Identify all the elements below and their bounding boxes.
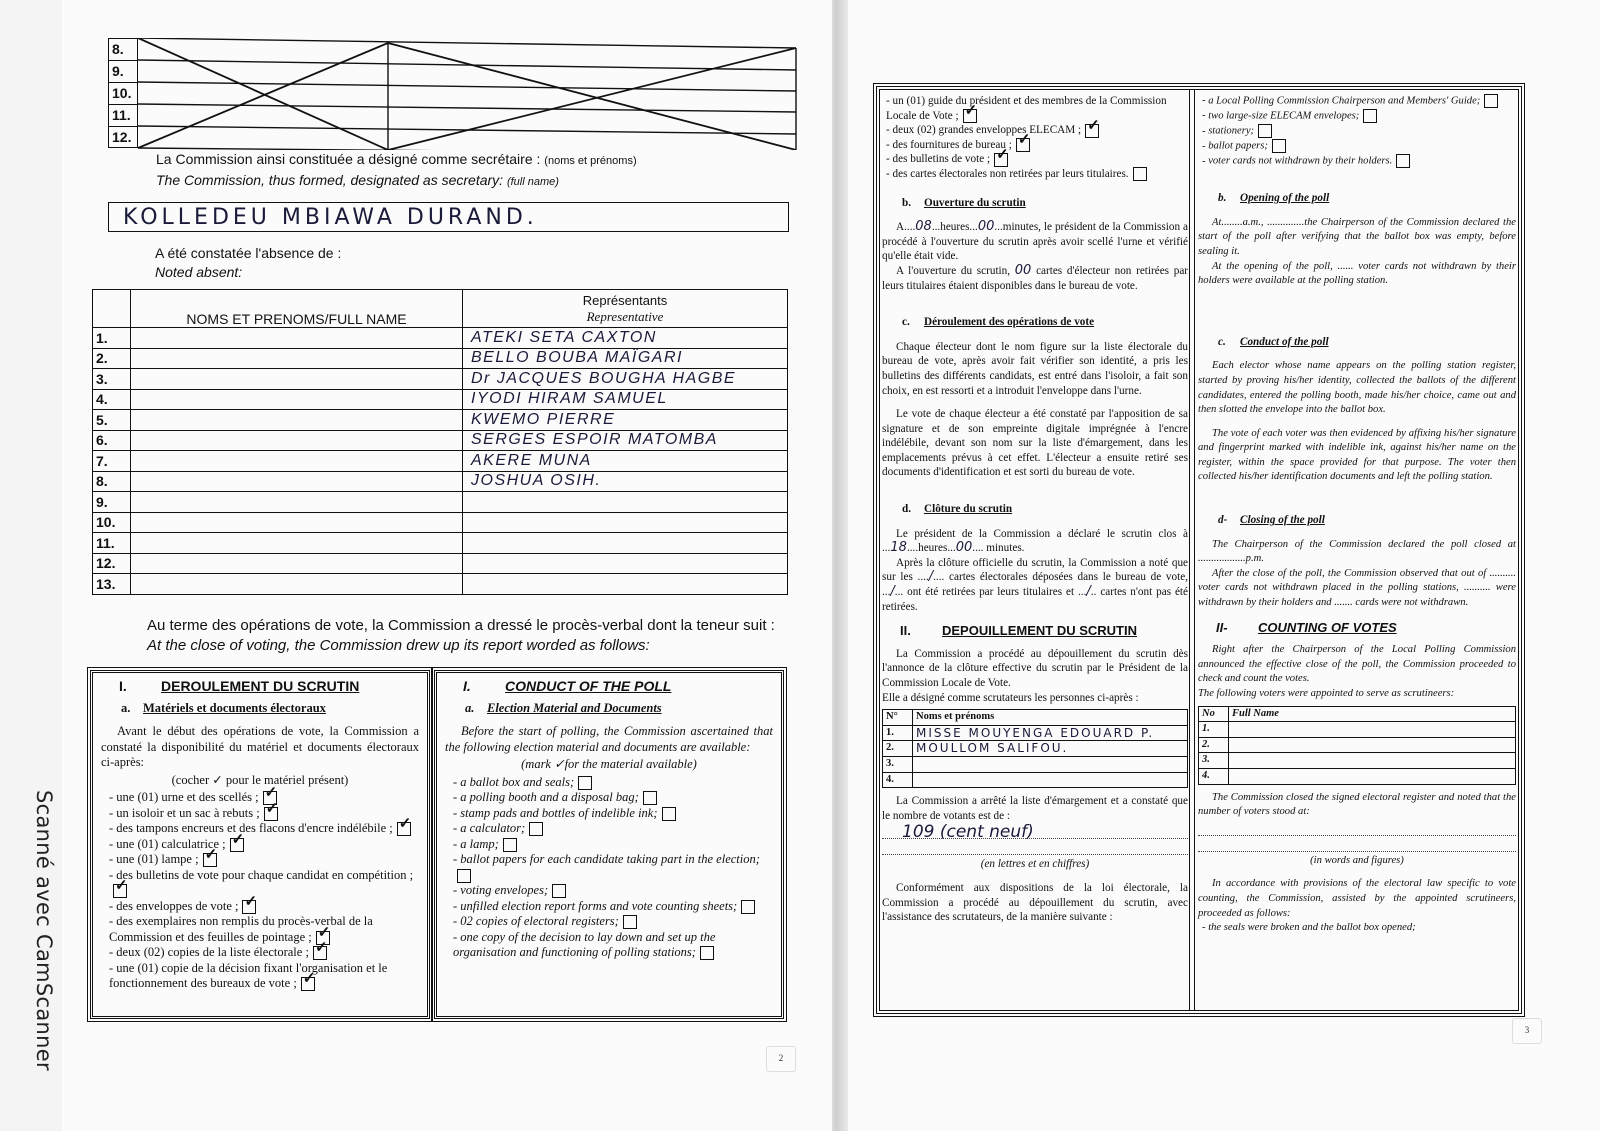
checkbox[interactable] — [1016, 138, 1030, 152]
material-item: - des exemplaires non remplis du procès-verbal de la Commission et des feuilles de pointage ;✓ — [109, 914, 419, 945]
row-number: 5. — [93, 410, 131, 431]
closing-cards-text: After the close of the poll, the Commission observed that out of .......... voter cards not withdrawn placed in the polling stations, .......... were withdrawn by their holders and ....... cards were not withdrawn. — [1198, 567, 1516, 609]
mark-note: (mark ✓for the material available) — [521, 757, 697, 771]
material-item: - voter cards not withdrawn by their holders. — [1202, 154, 1516, 169]
row-number: 4. — [1199, 768, 1229, 784]
voters-count-field[interactable] — [882, 822, 1188, 843]
row-number: 1. — [1199, 722, 1229, 738]
cards-deposited[interactable]: / — [928, 569, 934, 585]
checkbox[interactable] — [264, 807, 278, 821]
counting-text-1: La Commission a procédé au dépouillement du scrutin dès l'annonce de la clôture effective du scrutin par le Président de la Commission Locale de Vote. — [882, 647, 1188, 689]
cards-not-withdrawn[interactable]: / — [1086, 584, 1091, 600]
words-figures-note: (in words and figures) — [1310, 854, 1404, 866]
camscanner-watermark: Scanné avec CamScanner — [32, 790, 56, 1071]
full-name-cell[interactable] — [131, 369, 463, 390]
row-number: 11. — [93, 533, 131, 554]
checkbox[interactable] — [741, 900, 755, 914]
table-row — [1199, 753, 1516, 769]
checkbox[interactable] — [700, 946, 714, 960]
column-divider — [1189, 90, 1195, 1010]
material-item: - une (01) copie de la décision fixant l'organisation et le fonctionnement des bureaux de vote ;✓ — [109, 961, 419, 992]
representative-cell[interactable] — [463, 574, 788, 595]
material-item: - voting envelopes; — [453, 883, 773, 899]
table-row — [883, 772, 1188, 788]
table-row — [93, 533, 788, 554]
table-row — [1199, 737, 1516, 753]
material-item: - une (01) calculatrice ;✓ — [109, 837, 419, 853]
closing-statement: Au terme des opérations de vote, la Commission a dressé le procès-verbal dont la teneur suit : At the close of voting, the Commission drew up its report worded as follows: — [147, 617, 775, 654]
representative-cell[interactable] — [463, 533, 788, 554]
voters-count-field[interactable] — [1198, 822, 1516, 836]
materials-list-continued — [882, 94, 1188, 182]
material-item: - des cartes électorales non retirées par leurs titulaires. — [886, 167, 1188, 182]
counting-title: II. DEPOUILLEMENT DU SCRUTIN — [900, 623, 1137, 639]
opening-hours[interactable]: 08 — [915, 219, 932, 235]
checkbox[interactable] — [1484, 94, 1498, 108]
counting-text-2: Elle a désigné comme scrutateurs les personnes ci-après : — [882, 691, 1139, 704]
row-number: 13. — [93, 574, 131, 595]
counting-bullet: - the seals were broken and the ballot box opened; — [1202, 921, 1516, 936]
row-number: 10. — [109, 83, 137, 105]
conduct-text-2: The vote of each voter was then evidenced by affixing his/her signature and fingerprint marked with indelible ink, against his/her name on the register, within the space provided for that purpose. The voter then collected his/her identification documents and left the polling station. — [1198, 427, 1516, 483]
checkbox[interactable] — [1258, 124, 1272, 138]
opening-title: b. Opening of the poll — [1218, 192, 1330, 205]
closing-title: d- Closing of the poll — [1218, 514, 1325, 527]
conduct-text-1: Each elector whose name appears on the polling station register, started by proving his/her identity, collected the ballots of the different candidates, entered the polling booth, made his/her choice, came out and then slotted the envelope into the ballot box. — [1198, 360, 1516, 416]
checkbox[interactable] — [397, 822, 411, 836]
col-full-name: NOMS ET PRENOMS/FULL NAME — [131, 290, 463, 328]
counting-title: II- COUNTING OF VOTES — [1216, 619, 1397, 635]
secretary-label: La Commission ainsi constituée a désigné comme secrétaire : (noms et prénoms) The Commission, thus formed, designated as secretary: (full name) — [156, 151, 637, 188]
material-item: - des bulletins de vote ;✓ — [886, 152, 1188, 167]
row-number: 4. — [883, 772, 913, 788]
material-item: - ballot papers for each candidate taking part in the election; — [453, 852, 773, 883]
subsection-title: a. Matériels et documents électoraux — [121, 700, 326, 715]
scrutineer-name[interactable]: MOULLOM SALIFOU. — [913, 741, 1188, 757]
scrutineer-name[interactable] — [1229, 722, 1516, 738]
scrutineer-name[interactable] — [1229, 753, 1516, 769]
row-number: 9. — [109, 61, 137, 83]
section-fr-materials — [90, 670, 430, 1019]
row-number: 3. — [1199, 753, 1229, 769]
full-name-cell[interactable] — [131, 410, 463, 431]
full-name-cell[interactable] — [131, 348, 463, 369]
table-row — [93, 512, 788, 533]
counting-text-4: In accordance with provisions of the electoral law specific to vote counting, the Commission, assisted by the appointed scrutineers, proceeded as follows: — [1198, 878, 1516, 919]
crossed-out-table — [108, 38, 796, 148]
checkbox[interactable] — [552, 884, 566, 898]
table-row — [883, 756, 1188, 772]
row-number: 9. — [93, 492, 131, 513]
representative-cell[interactable] — [463, 553, 788, 574]
secretary-name: KOLLEDEU MBIAWA DURAND. — [123, 205, 538, 230]
absent-label: A été constatée l'absence de : Noted absent: — [155, 245, 342, 280]
row-number: 11. — [109, 105, 137, 127]
table-row — [93, 389, 788, 410]
checkbox[interactable] — [662, 807, 676, 821]
opening-title: b. Ouverture du scrutin — [902, 196, 1026, 209]
voters-count-field-2[interactable] — [882, 841, 1188, 855]
row-number: 1. — [93, 328, 131, 349]
checkbox[interactable] — [529, 822, 543, 836]
checkbox[interactable] — [963, 109, 977, 123]
material-item: - ballot papers; — [1202, 139, 1516, 154]
closing-title: d. Clôture du scrutin — [902, 503, 1013, 516]
row-number: 7. — [93, 451, 131, 472]
row-numbers — [108, 38, 138, 148]
row-number: 2. — [883, 741, 913, 757]
conduct-title: c. Déroulement des opérations de vote — [902, 316, 1095, 329]
voters-count-field-2[interactable] — [1198, 838, 1516, 852]
material-item: - unfilled election report forms and vote counting sheets; — [453, 899, 773, 915]
checkbox[interactable] — [457, 869, 471, 883]
counting-text-4: Conformément aux dispositions de la loi électorale, la Commission a procédé au dépouillement du scrutin, avec l'assistance des scrutateurs, de la manière suivante : — [882, 881, 1188, 924]
table-row — [93, 471, 788, 492]
row-number: 12. — [112, 129, 132, 145]
checkbox[interactable] — [113, 884, 127, 898]
material-item: - un isoloir et un sac à rebuts ;✓ — [109, 806, 419, 822]
full-name-cell[interactable] — [131, 471, 463, 492]
table-row — [883, 725, 1188, 741]
section-en-materials — [434, 670, 784, 1019]
counting-text-1: Right after the Chairperson of the Local Polling Commission announced the effective close of the poll, the Commission proceeded to check and count the votes. — [1198, 644, 1516, 685]
opening-minutes[interactable]: 00 — [977, 219, 995, 235]
scrutineer-name[interactable] — [913, 772, 1188, 788]
mark-note: (cocher ✓ pour le matériel présent) — [171, 772, 349, 787]
checkbox[interactable] — [1272, 139, 1286, 153]
representative-cell[interactable] — [463, 512, 788, 533]
material-item: - a polling booth and a disposal bag; — [453, 790, 773, 806]
material-item: - des fournitures de bureau ;✓ — [886, 138, 1188, 153]
opening-cards-text: A l'ouverture du scrutin, 00 cartes d'électeur non retirées par leurs titulaires étaient disponibles dans le bureau de vote. — [882, 262, 1189, 292]
table-row — [93, 410, 788, 431]
table-row — [93, 574, 788, 595]
table-row — [93, 369, 788, 390]
closing-time-text: The Chairperson of the Commission declared the poll closed at ..................p.m. — [1198, 538, 1516, 565]
row-number: 6. — [93, 430, 131, 451]
intro-text: Avant le début des opérations de vote, la Commission a constaté la disponibilité du matériel et documents électoraux ci-après: — [101, 724, 419, 769]
col-num — [93, 290, 131, 328]
scrutineer-name[interactable] — [913, 756, 1188, 772]
subsection-title: a. Election Material and Documents — [465, 700, 662, 715]
material-item: - a ballot box and seals; — [453, 775, 773, 791]
material-item: - stamp pads and bottles of indelible ink; — [453, 806, 773, 822]
material-item: - des enveloppes de vote ;✓ — [109, 899, 419, 915]
material-item: - stationery; — [1202, 124, 1516, 139]
row-number: 4. — [93, 389, 131, 410]
checkbox[interactable] — [242, 900, 256, 914]
material-item: - a Local Polling Commission Chairperson and Members' Guide; — [1202, 94, 1516, 109]
opening-text: A....08...heures...00...minutes, le président de la Commission a procédé à l'ouverture du scrutin après avoir scellé l'urne et vérifié qu'elle était vide. — [882, 219, 1188, 263]
opening-text: At........a.m., ..............the Chairperson of the Commission declared the start of the poll after verifying that the ballot box was empty, before sealing it. — [1198, 216, 1516, 257]
material-item: - two large-size ELECAM envelopes; — [1202, 109, 1516, 124]
table-row — [93, 348, 788, 369]
checkbox[interactable] — [503, 838, 517, 852]
material-item: - une (01) lampe ;✓ — [109, 852, 419, 868]
checkbox[interactable] — [623, 915, 637, 929]
conduct-text-1: Chaque électeur dont le nom figure sur la liste électorale du bureau de vote, après avoir fait vérifier son identité, a pris les bulletins des différents candidats, est entré dans l'isoloir, a fait son choix, en est ressorti et a introduit l'enveloppe dans l'urne. — [882, 340, 1188, 397]
material-item: - des tampons encreurs et des flacons d'encre indélébile ;✓ — [109, 821, 419, 837]
full-name-cell[interactable] — [131, 512, 463, 533]
row-number: 2. — [93, 348, 131, 369]
representative-cell[interactable] — [463, 492, 788, 513]
closing-minutes[interactable]: 00 — [955, 540, 973, 556]
representative-cell[interactable]: KWEMO PIERRE — [463, 410, 788, 431]
table-row — [1199, 722, 1516, 738]
materials-list — [445, 775, 773, 961]
closing-time-text: Le président de la Commission a déclaré le scrutin clos à ...18....heures...00.... minutes. — [882, 527, 1188, 556]
section-title: I. CONDUCT OF THE POLL — [463, 678, 672, 694]
material-item: - des bulletins de vote pour chaque candidat en compétition ;✓ — [109, 868, 419, 899]
opening-cards-value[interactable]: 00 — [1014, 262, 1032, 278]
words-figures-note: (en lettres et en chiffres) — [980, 858, 1090, 871]
representative-cell[interactable]: Dr JACQUES BOUGHA HAGBE — [463, 369, 788, 390]
page-number: 3 — [1512, 1018, 1542, 1044]
scrutineers-table-en: No Full Name 1. 2. 3. 4. — [1198, 706, 1516, 785]
full-name-cell[interactable] — [131, 553, 463, 574]
section-title: I. DEROULEMENT DU SCRUTIN — [119, 678, 360, 694]
row-number: 3. — [93, 369, 131, 390]
representative-cell[interactable]: IYODI HIRAM SAMUEL — [463, 389, 788, 410]
scrutineer-name[interactable] — [1229, 737, 1516, 753]
materials-list — [101, 790, 419, 992]
checkbox[interactable] — [301, 977, 315, 991]
scrutineer-name[interactable]: MISSE MOUYENGA EDOUARD P. — [913, 725, 1188, 741]
conduct-text-2: Le vote de chaque électeur a été constaté par l'apposition de sa signature et de son empreinte digitale imprégnée à l'encre indélébile, devant son nom sur la liste d'émargement, dans les emplacements prévus à cet effet. L'électeur a ensuite retiré ses documents d'identification et est sorti du bureau de vote. — [882, 408, 1188, 479]
material-item: - a calculator; — [453, 821, 773, 837]
representative-cell[interactable]: JOSHUA OSIH. — [463, 471, 788, 492]
row-number: 3. — [883, 756, 913, 772]
opening-cards-text: At the opening of the poll, ...... voter cards not withdrawn by their holders were available at the polling station. — [1198, 260, 1516, 287]
row-number: 12. — [93, 553, 131, 574]
counting-text-2: The following voters were appointed to serve as scrutineers: — [1198, 688, 1455, 699]
table-row — [93, 430, 788, 451]
french-column — [882, 94, 1188, 925]
english-column — [1198, 94, 1516, 936]
representative-cell[interactable]: SERGES ESPOIR MATOMBA — [463, 430, 788, 451]
full-name-cell[interactable] — [131, 389, 463, 410]
scrutineers-table-fr: N° Noms et prénoms 1. MISSE MOUYENGA EDOUARD P. 2. MOULLOM SALIFOU. 3. 4. — [882, 709, 1188, 788]
material-item: - deux (02) copies de la liste électorale ;✓ — [109, 945, 419, 961]
material-item: - un (01) guide du président et des membres de la Commission Locale de Vote ;✓ — [886, 94, 1188, 123]
row-number: 8. — [93, 471, 131, 492]
full-name-cell[interactable] — [131, 430, 463, 451]
material-item: - 02 copies of electoral registers; — [453, 914, 773, 930]
closing-cards-text: Après la clôture officielle du scrutin, la Commission a noté que sur les ..../.... cartes électorales déposées dans le bureau de vote, .../... ont été retirées par leurs titulaires et .../.. cartes n'ont pas été retirées. — [882, 556, 1189, 613]
voters-count-label: La Commission a arrêté la liste d'émargement et a constaté que le nombre de votants est de : — [882, 795, 1188, 822]
full-name-cell[interactable] — [131, 451, 463, 472]
representative-cell[interactable]: ATEKI SETA CAXTON — [463, 328, 788, 349]
table-row — [93, 328, 788, 349]
checkbox[interactable] — [994, 153, 1008, 167]
col-representative: Représentants Representative — [463, 290, 788, 328]
full-name-cell[interactable] — [131, 533, 463, 554]
cards-withdrawn[interactable]: / — [890, 584, 895, 600]
checkbox[interactable] — [313, 946, 327, 960]
intro-text: Before the start of polling, the Commission ascertained that the following election material and documents are available: — [445, 724, 773, 754]
table-row — [93, 492, 788, 513]
row-number: 10. — [93, 512, 131, 533]
checkbox[interactable] — [1396, 154, 1410, 168]
conduct-title: c. Conduct of the poll — [1218, 335, 1329, 348]
checkbox[interactable] — [1133, 167, 1147, 181]
checkbox[interactable] — [230, 838, 244, 852]
full-name-cell[interactable] — [131, 492, 463, 513]
row-number: 1. — [883, 725, 913, 741]
secretary-name-field[interactable] — [108, 202, 789, 232]
material-item: - une (01) urne et des scellés ;✓ — [109, 790, 419, 806]
row-number: 2. — [1199, 737, 1229, 753]
representative-cell[interactable]: BELLO BOUBA MAÏGARI — [463, 348, 788, 369]
checkbox[interactable] — [1085, 124, 1099, 138]
material-item: - a lamp; — [453, 837, 773, 853]
table-row — [1199, 768, 1516, 784]
table-row — [93, 451, 788, 472]
material-item: - one copy of the decision to lay down and set up the organisation and functioning of polling stations; — [453, 930, 773, 961]
full-name-cell[interactable] — [131, 328, 463, 349]
checkbox[interactable] — [643, 791, 657, 805]
table-row — [883, 741, 1188, 757]
right-form-box — [876, 86, 1522, 1014]
row-number: 8. — [109, 39, 137, 61]
absent-table — [92, 289, 788, 595]
voters-count-label: The Commission closed the signed electoral register and noted that the number of voters stood at: — [1198, 791, 1516, 818]
cross-out-lines — [138, 38, 798, 150]
checkbox[interactable] — [578, 776, 592, 790]
closing-hours[interactable]: 18 — [890, 540, 907, 556]
checkbox[interactable] — [203, 853, 217, 867]
scrutineer-name[interactable] — [1229, 768, 1516, 784]
voters-count-value: 109 (cent neuf) — [902, 822, 1034, 843]
representative-cell[interactable]: AKERE MUNA — [463, 451, 788, 472]
full-name-cell[interactable] — [131, 574, 463, 595]
materials-list-continued — [1198, 94, 1516, 169]
table-row — [93, 553, 788, 574]
checkbox[interactable] — [1363, 109, 1377, 123]
material-item: - deux (02) grandes enveloppes ELECAM ;✓ — [886, 123, 1188, 138]
page-number: 2 — [766, 1046, 796, 1072]
